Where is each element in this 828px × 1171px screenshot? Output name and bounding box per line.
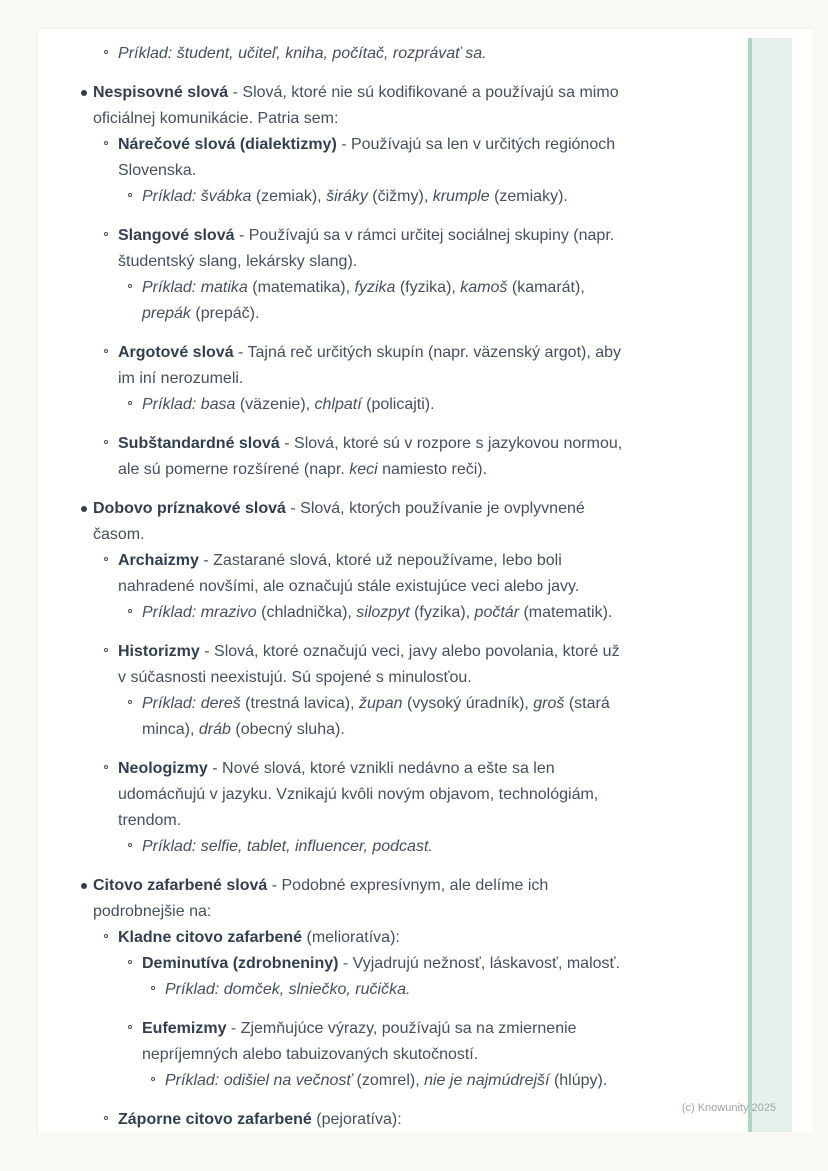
circle-bullet-icon	[128, 401, 132, 405]
list-item	[80, 275, 732, 327]
circle-bullet-icon	[104, 934, 108, 938]
list-item-text: Nespisovné slová - Slová, ktoré nie sú kodifikované a používajú sa mimo oficiálnej komunikácie. Patria sem:	[93, 84, 619, 127]
page	[37, 28, 813, 1133]
circle-bullet-icon	[104, 232, 108, 236]
list-item	[80, 925, 732, 951]
list-item	[80, 756, 732, 834]
list-item-text: Citovo zafarbené slová - Podobné expresívnym, ale delíme ich podrobnejšie na:	[93, 877, 549, 920]
list-item	[80, 41, 732, 67]
circle-bullet-icon	[128, 843, 132, 847]
circle-bullet-icon	[104, 141, 108, 145]
circle-bullet-icon	[104, 1116, 108, 1120]
list-item	[80, 873, 732, 925]
list-item	[80, 431, 732, 483]
list-item-text: Slangové slová - Používajú sa v rámci určitej sociálnej skupiny (napr. študentský slang, lekársky slang).	[118, 227, 615, 270]
list-item-text: Argotové slová - Tajná reč určitých skupín (napr. väzenský argot), aby im iní nerozumeli.	[118, 344, 622, 387]
circle-bullet-icon	[104, 648, 108, 652]
list-item	[80, 340, 732, 392]
circle-bullet-icon	[104, 349, 108, 353]
list-item-text: Príklad: mrazivo (chladnička), silozpyt (fyzika), počtár (matematik).	[142, 604, 613, 621]
list-item-text: Príklad: švábka (zemiak), širáky (čižmy), krumple (zemiaky).	[142, 188, 568, 205]
circle-bullet-icon	[104, 50, 108, 54]
list-item-text: Príklad: dereš (trestná lavica), župan (vysoký úradník), groš (stará minca), dráb (obecný sluha).	[142, 695, 610, 738]
list-item	[80, 977, 732, 1003]
accent-bar	[748, 38, 792, 1132]
circle-bullet-icon	[128, 1025, 132, 1029]
circle-bullet-icon	[151, 986, 155, 990]
list-item	[80, 223, 732, 275]
list-item	[80, 951, 732, 977]
list-item-text: Dobovo príznakové slová - Slová, ktorých používanie je ovplyvnené časom.	[93, 500, 585, 543]
list-item	[80, 639, 732, 691]
list-item	[80, 834, 732, 860]
list-item	[80, 132, 732, 184]
list-item-text: Kladne citovo zafarbené (melioratíva):	[118, 929, 400, 946]
list-item	[80, 600, 732, 626]
doc-list	[80, 41, 732, 1133]
list-item	[80, 1068, 732, 1094]
list-item-text: Deminutíva (zdrobneniny) - Vyjadrujú nežnosť, láskavosť, malosť.	[142, 955, 620, 972]
list-item-text: Archaizmy - Zastarané slová, ktoré už nepoužívame, lebo boli nahradené novšími, ale označujú stále existujúce veci alebo javy.	[118, 552, 580, 595]
list-item	[80, 496, 732, 548]
disc-bullet-icon	[81, 506, 87, 512]
disc-bullet-icon	[81, 90, 87, 96]
disc-bullet-icon	[81, 883, 87, 889]
circle-bullet-icon	[128, 960, 132, 964]
circle-bullet-icon	[151, 1077, 155, 1081]
copyright: (c) Knowunity 2025	[681, 1102, 776, 1114]
list-item	[80, 691, 732, 743]
list-item-text: Príklad: domček, slniečko, ručička.	[165, 981, 411, 998]
list-item-text: Historizmy - Slová, ktoré označujú veci, javy alebo povolania, ktoré už v súčasnosti neexistujú. Sú spojené s minulosťou.	[118, 643, 620, 686]
list-item-text: Príklad: basa (väzenie), chlpatí (policajti).	[142, 396, 435, 413]
list-item	[80, 80, 732, 132]
list-item-text: Príklad: matika (matematika), fyzika (fyzika), kamoš (kamarát), prepák (prepáč).	[142, 279, 585, 322]
circle-bullet-icon	[104, 557, 108, 561]
list-item	[80, 1107, 732, 1133]
circle-bullet-icon	[128, 193, 132, 197]
circle-bullet-icon	[128, 609, 132, 613]
list-item-text: Eufemizmy - Zjemňujúce výrazy, používajú sa na zmiernenie nepríjemných alebo tabuizovaných skutočností.	[142, 1020, 577, 1063]
list-item-text: Neologizmy - Nové slová, ktoré vznikli nedávno a ešte sa len udomácňujú v jazyku. Vznikajú kvôli novým objavom, technológiám, trendom.	[118, 760, 599, 829]
list-item-text: Príklad: selfie, tablet, influencer, podcast.	[142, 838, 433, 855]
list-item	[80, 184, 732, 210]
list-item-text: Subštandardné slová - Slová, ktoré sú v rozpore s jazykovou normou, ale sú pomerne rozšírené (napr. keci namiesto reči).	[118, 435, 623, 478]
list-item-text: Nárečové slová (dialektizmy) - Používajú sa len v určitých regiónoch Slovenska.	[118, 136, 616, 179]
circle-bullet-icon	[104, 440, 108, 444]
circle-bullet-icon	[104, 765, 108, 769]
list-item	[80, 548, 732, 600]
list-item-text: Príklad: odišiel na večnosť (zomrel), nie je najmúdrejší (hlúpy).	[165, 1072, 608, 1089]
list-item-text: Záporne citovo zafarbené (pejoratíva):	[118, 1111, 402, 1128]
list-item	[80, 1016, 732, 1068]
circle-bullet-icon	[128, 284, 132, 288]
list-item-text: Príklad: študent, učiteľ, kniha, počítač, rozprávať sa.	[118, 45, 487, 62]
list-item	[80, 392, 732, 418]
circle-bullet-icon	[128, 700, 132, 704]
